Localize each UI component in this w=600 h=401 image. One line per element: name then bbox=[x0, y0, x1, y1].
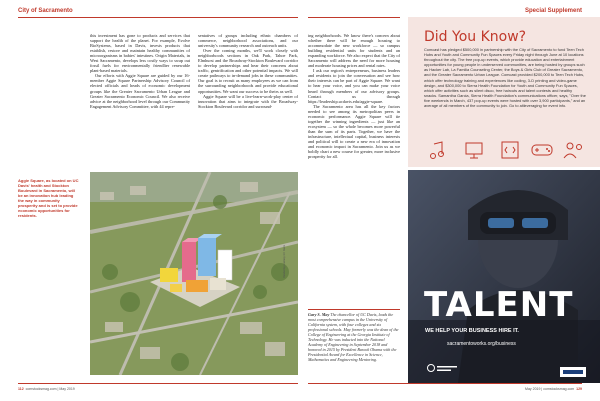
bio-divider bbox=[308, 309, 400, 310]
gamepad-icon bbox=[532, 145, 552, 155]
footer-left bbox=[18, 387, 75, 391]
page-number-right: 129 bbox=[576, 387, 582, 391]
article-paragraph: Aggie Square will be a live-learn-work-play center of innovation that aims to integrate with the Broadway-Stockton Boulevard corridor and surround- bbox=[198, 93, 298, 109]
monitor-icon bbox=[466, 143, 482, 158]
article-paragraph: ing neighborhoods. We know there's concern about whether there will be enough housing to accommodate the new workforce — so campus building residential units for students and an expanding workforce. We also expect that the City of Sacramento will address the need for more housing and moderate housing prices and rental rates. bbox=[308, 33, 400, 69]
article-paragraph: this investment has gone to products and services that support the health of the planet. For example, Evolve BioSystems, based in Davis, invests products that establish, restore and maintain healthy communities of microorganisms in babies' intestines. Origin Materials, in West Sacramento, develops less costly ways to swap out fossil fuels for environmentally friendlier renewable plant-based materials. bbox=[90, 33, 190, 74]
did-you-know-title: Did You Know? bbox=[424, 29, 527, 45]
article-paragraph: Over the coming months, we'll work closely with neighborhoods sections in Oak Park, Tahoe Park, Elmhurst and the Broadway-Stockton Boulevard corridor to develop partnerships and hear their concerns about traffic, gentrification and other potential impacts. We will create pathways to in-demand jobs in these communities. Our goal is to recruit as many employees as we can from the surrounding neighborhoods and provide educational opportunities. We want our success to be theirs as well. bbox=[198, 48, 298, 94]
advertisement-photo bbox=[408, 170, 600, 383]
ad-headline: TALENT bbox=[424, 285, 574, 325]
author-bio-text: The chancellor of UC Davis, leads the most comprehensive campus in the University of California system, with four colleges and six professional schools. May formerly was the dean of the College of Engineering at the Georgia Institute of Technology. He was inducted into the National Academy of Engineering in September 2018 and honored in 2015 by President Barack Obama with the Presidential Award for Excellence in Science, Mathematics and Engineering Mentoring. bbox=[308, 312, 399, 362]
article-paragraph: The Sacramento area has all the key factors needed to see among its metropolitan peers in economic performance. Aggie Square will tie together the winning ingredients — just like an ecosystem — so the whole becomes more powerful than the sum of its parts. Together, we have the infrastructure, intellectual capital, business interests and political will to create a new era of innovation and economic impact in Sacramento. Join us as we boldly chart a new course for greater, more inclusive prosperity for all. bbox=[308, 103, 400, 160]
author-bio bbox=[308, 312, 400, 362]
aerial-rendering-illustration bbox=[90, 172, 298, 375]
article-paragraph: sentatives of groups including ethnic chambers of commerce, neighborhood associations, and our university's community research and outreach units. bbox=[198, 33, 298, 49]
article-column-1 bbox=[90, 33, 190, 109]
sacramento-works-logo bbox=[426, 362, 458, 376]
article-column-2 bbox=[198, 33, 298, 109]
ad-website-link[interactable]: sacramentoworks.org/business bbox=[447, 341, 516, 347]
article-paragraph: Our efforts with Aggie Square are guided by our 16-member Aggie Square Partnership Advisory Council of elected officials and heads of economic development groups like the Greater Sacramento Urban League and Greater Sacramento Economic Council. We also receive advice at the neighborhood level through our Community Engagement Advisory Committee, with 44 repre- bbox=[90, 73, 190, 109]
footer-rule-left bbox=[18, 383, 298, 384]
section-header-right: Special Supplement bbox=[524, 8, 582, 14]
code-icon bbox=[502, 142, 518, 158]
page-number-left: 112 bbox=[18, 387, 24, 391]
header-rule-left bbox=[18, 17, 298, 18]
ad-tagline: WE HELP YOUR BUSINESS HIRE IT. bbox=[425, 328, 519, 334]
aerial-rendering-image bbox=[90, 172, 298, 375]
section-header-left: City of Sacramento bbox=[18, 8, 73, 14]
header-rule-middle bbox=[308, 17, 400, 18]
footer-left-text: comstocksmag.com | May 2019 bbox=[25, 387, 75, 391]
footer-right bbox=[525, 387, 582, 391]
did-you-know-icons bbox=[424, 140, 586, 167]
seta-logo bbox=[560, 364, 586, 374]
article-column-3 bbox=[308, 33, 400, 159]
footer-rule-right bbox=[308, 383, 582, 384]
people-icon bbox=[564, 143, 582, 158]
music-note-icon bbox=[431, 142, 444, 159]
photo-credit: Rendering courtesy UC Davis bbox=[283, 245, 286, 278]
article-paragraph: I ask our region's entrepreneurs, business leaders and residents to join the conversation and see how their interests can be part of Aggie Square. We want to hear your voice, and you can make your voice heard through members of our advisory groups. Contact us through https://leadership.ucdavis.edu/aggie-square. bbox=[308, 68, 400, 104]
author-name: Gary S. May bbox=[308, 312, 330, 317]
image-caption: Aggie Square, as located on UC Davis' health and Stockton Boulevard in Sacramento, will be an innovation hub leading the way in community prosperity and is set to provide economic opportunities for residents. bbox=[18, 178, 79, 218]
talent-advertisement bbox=[408, 170, 600, 383]
did-you-know-body: Comcast has pledged $500,000 in partnership with the City of Sacramento to fund Teen Tech Hubs and Youth and Community Fun Spaces every Friday night through June at 10 locations throughout the city. The free pop-up events, which provide education and entertainment opportunities for young people in underserved communities, are being hosted by groups such as Hacker Lab, La Familia Counseling Center, the Boys & Girls Club of Greater Sacramento, and the Greater Sacramento Urban League. Comcast provided $200,000 to Teen Tech Hubs, which offer technology training and experiences like coding, 3-D printing and video-game design, and $300,000 to Sierra Health Foundation for Youth and Community Fun Spaces, which offer activities such as silent disco, free haircuts and talent contests and healthy snacks. Samantha Garcia, Sierra Health Foundation's communications officer, says, "Over the five weekends in March, 437 pop-up events were hosted with over 3,900 participants," and an average of all members of the community to join. Go to altleveraging for event info. bbox=[424, 47, 586, 109]
footer-right-text: May 2019 | comstocksmag.com bbox=[525, 387, 575, 391]
